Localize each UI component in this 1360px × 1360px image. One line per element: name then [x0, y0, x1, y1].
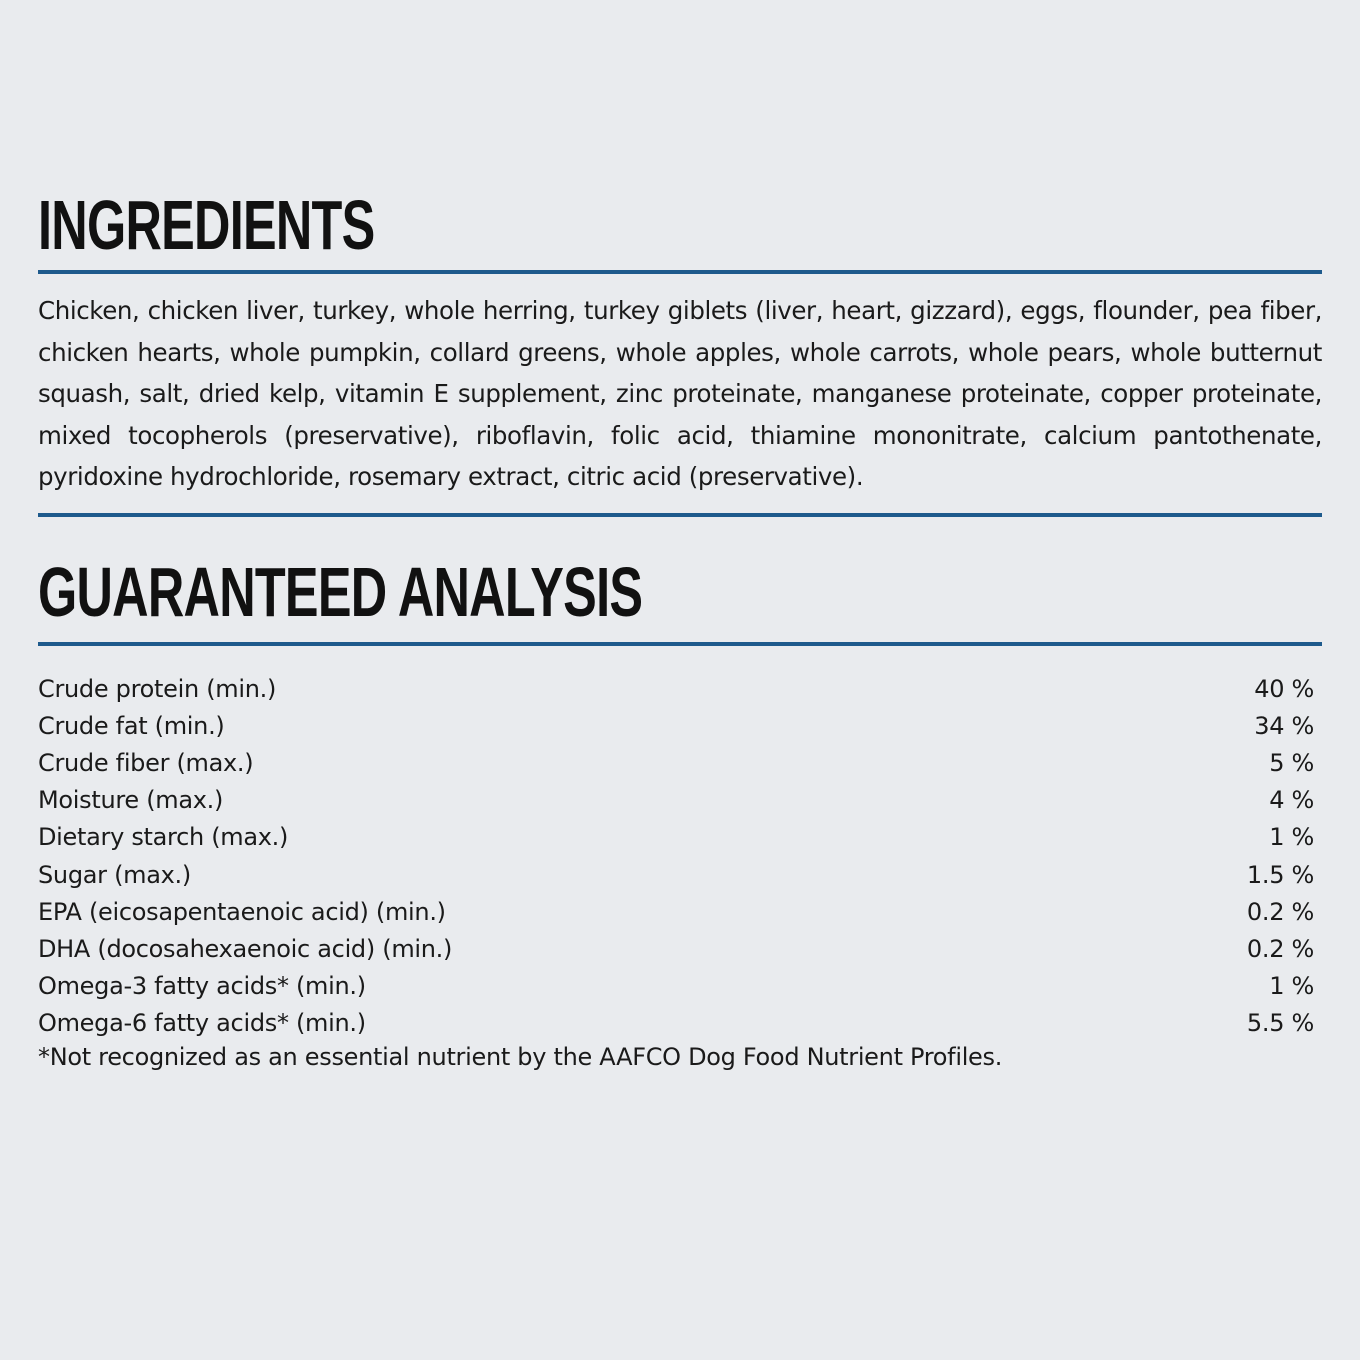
analysis-row — [38, 856, 1314, 893]
analysis-row — [38, 744, 1314, 781]
nutrient-value: 5.5 % — [1246, 1009, 1314, 1038]
nutrient-value: 0.2 % — [1246, 934, 1314, 963]
nutrient-label: Crude fiber (max.) — [38, 748, 254, 777]
guaranteed-analysis-heading: GUARANTEED ANALYSIS — [38, 553, 643, 631]
nutrient-value: 1 % — [1269, 823, 1314, 852]
aafco-footnote: *Not recognized as an essential nutrient by the AAFCO Dog Food Nutrient Profiles. — [38, 1043, 1003, 1071]
nutrient-value: 5 % — [1269, 748, 1314, 777]
analysis-row — [38, 930, 1314, 967]
nutrient-value: 1.5 % — [1246, 860, 1314, 889]
nutrient-value: 0.2 % — [1246, 897, 1314, 926]
ingredients-top-divider — [38, 270, 1322, 274]
analysis-row — [38, 819, 1314, 856]
nutrient-label: DHA (docosahexaenoic acid) (min.) — [38, 934, 453, 963]
nutrient-value: 40 % — [1254, 674, 1314, 703]
ingredients-list: Chicken, chicken liver, turkey, whole herring, turkey giblets (liver, heart, gizzard), eggs, flounder, pea fiber, chicken hearts, whole pumpkin, collard greens, whole apples, whole carrots, whole pears, whole butternut squash, salt, dried kelp, vitamin E supplement, zinc proteinate, manganese proteinate, copper proteinate, mixed tocopherols (preservative), riboflavin, folic acid, thiamine mononitrate, calcium pantothenate, pyridoxine hydrochloride, rosemary extract, citric acid (preservative). — [38, 296, 1322, 491]
nutrient-label: Omega-3 fatty acids* (min.) — [38, 972, 366, 1001]
nutrient-label: Crude protein (min.) — [38, 674, 277, 703]
analysis-table — [38, 670, 1314, 1042]
nutrient-label: Sugar (max.) — [38, 860, 191, 889]
ingredients-heading: INGREDIENTS — [38, 186, 375, 264]
nutrient-label: Moisture (max.) — [38, 786, 224, 815]
nutrient-label: Crude fat (min.) — [38, 711, 225, 740]
analysis-row — [38, 782, 1314, 819]
nutrient-label: Omega-6 fatty acids* (min.) — [38, 1009, 366, 1038]
analysis-divider — [38, 642, 1322, 646]
analysis-row — [38, 893, 1314, 930]
analysis-row — [38, 707, 1314, 744]
nutrient-value: 1 % — [1269, 972, 1314, 1001]
nutrient-label: Dietary starch (max.) — [38, 823, 289, 852]
analysis-row — [38, 1005, 1314, 1042]
ingredients-bottom-divider — [38, 513, 1322, 517]
nutrient-label: EPA (eicosapentaenoic acid) (min.) — [38, 897, 446, 926]
analysis-row — [38, 670, 1314, 707]
nutrient-value: 34 % — [1254, 711, 1314, 740]
analysis-row — [38, 968, 1314, 1005]
nutrient-value: 4 % — [1269, 786, 1314, 815]
